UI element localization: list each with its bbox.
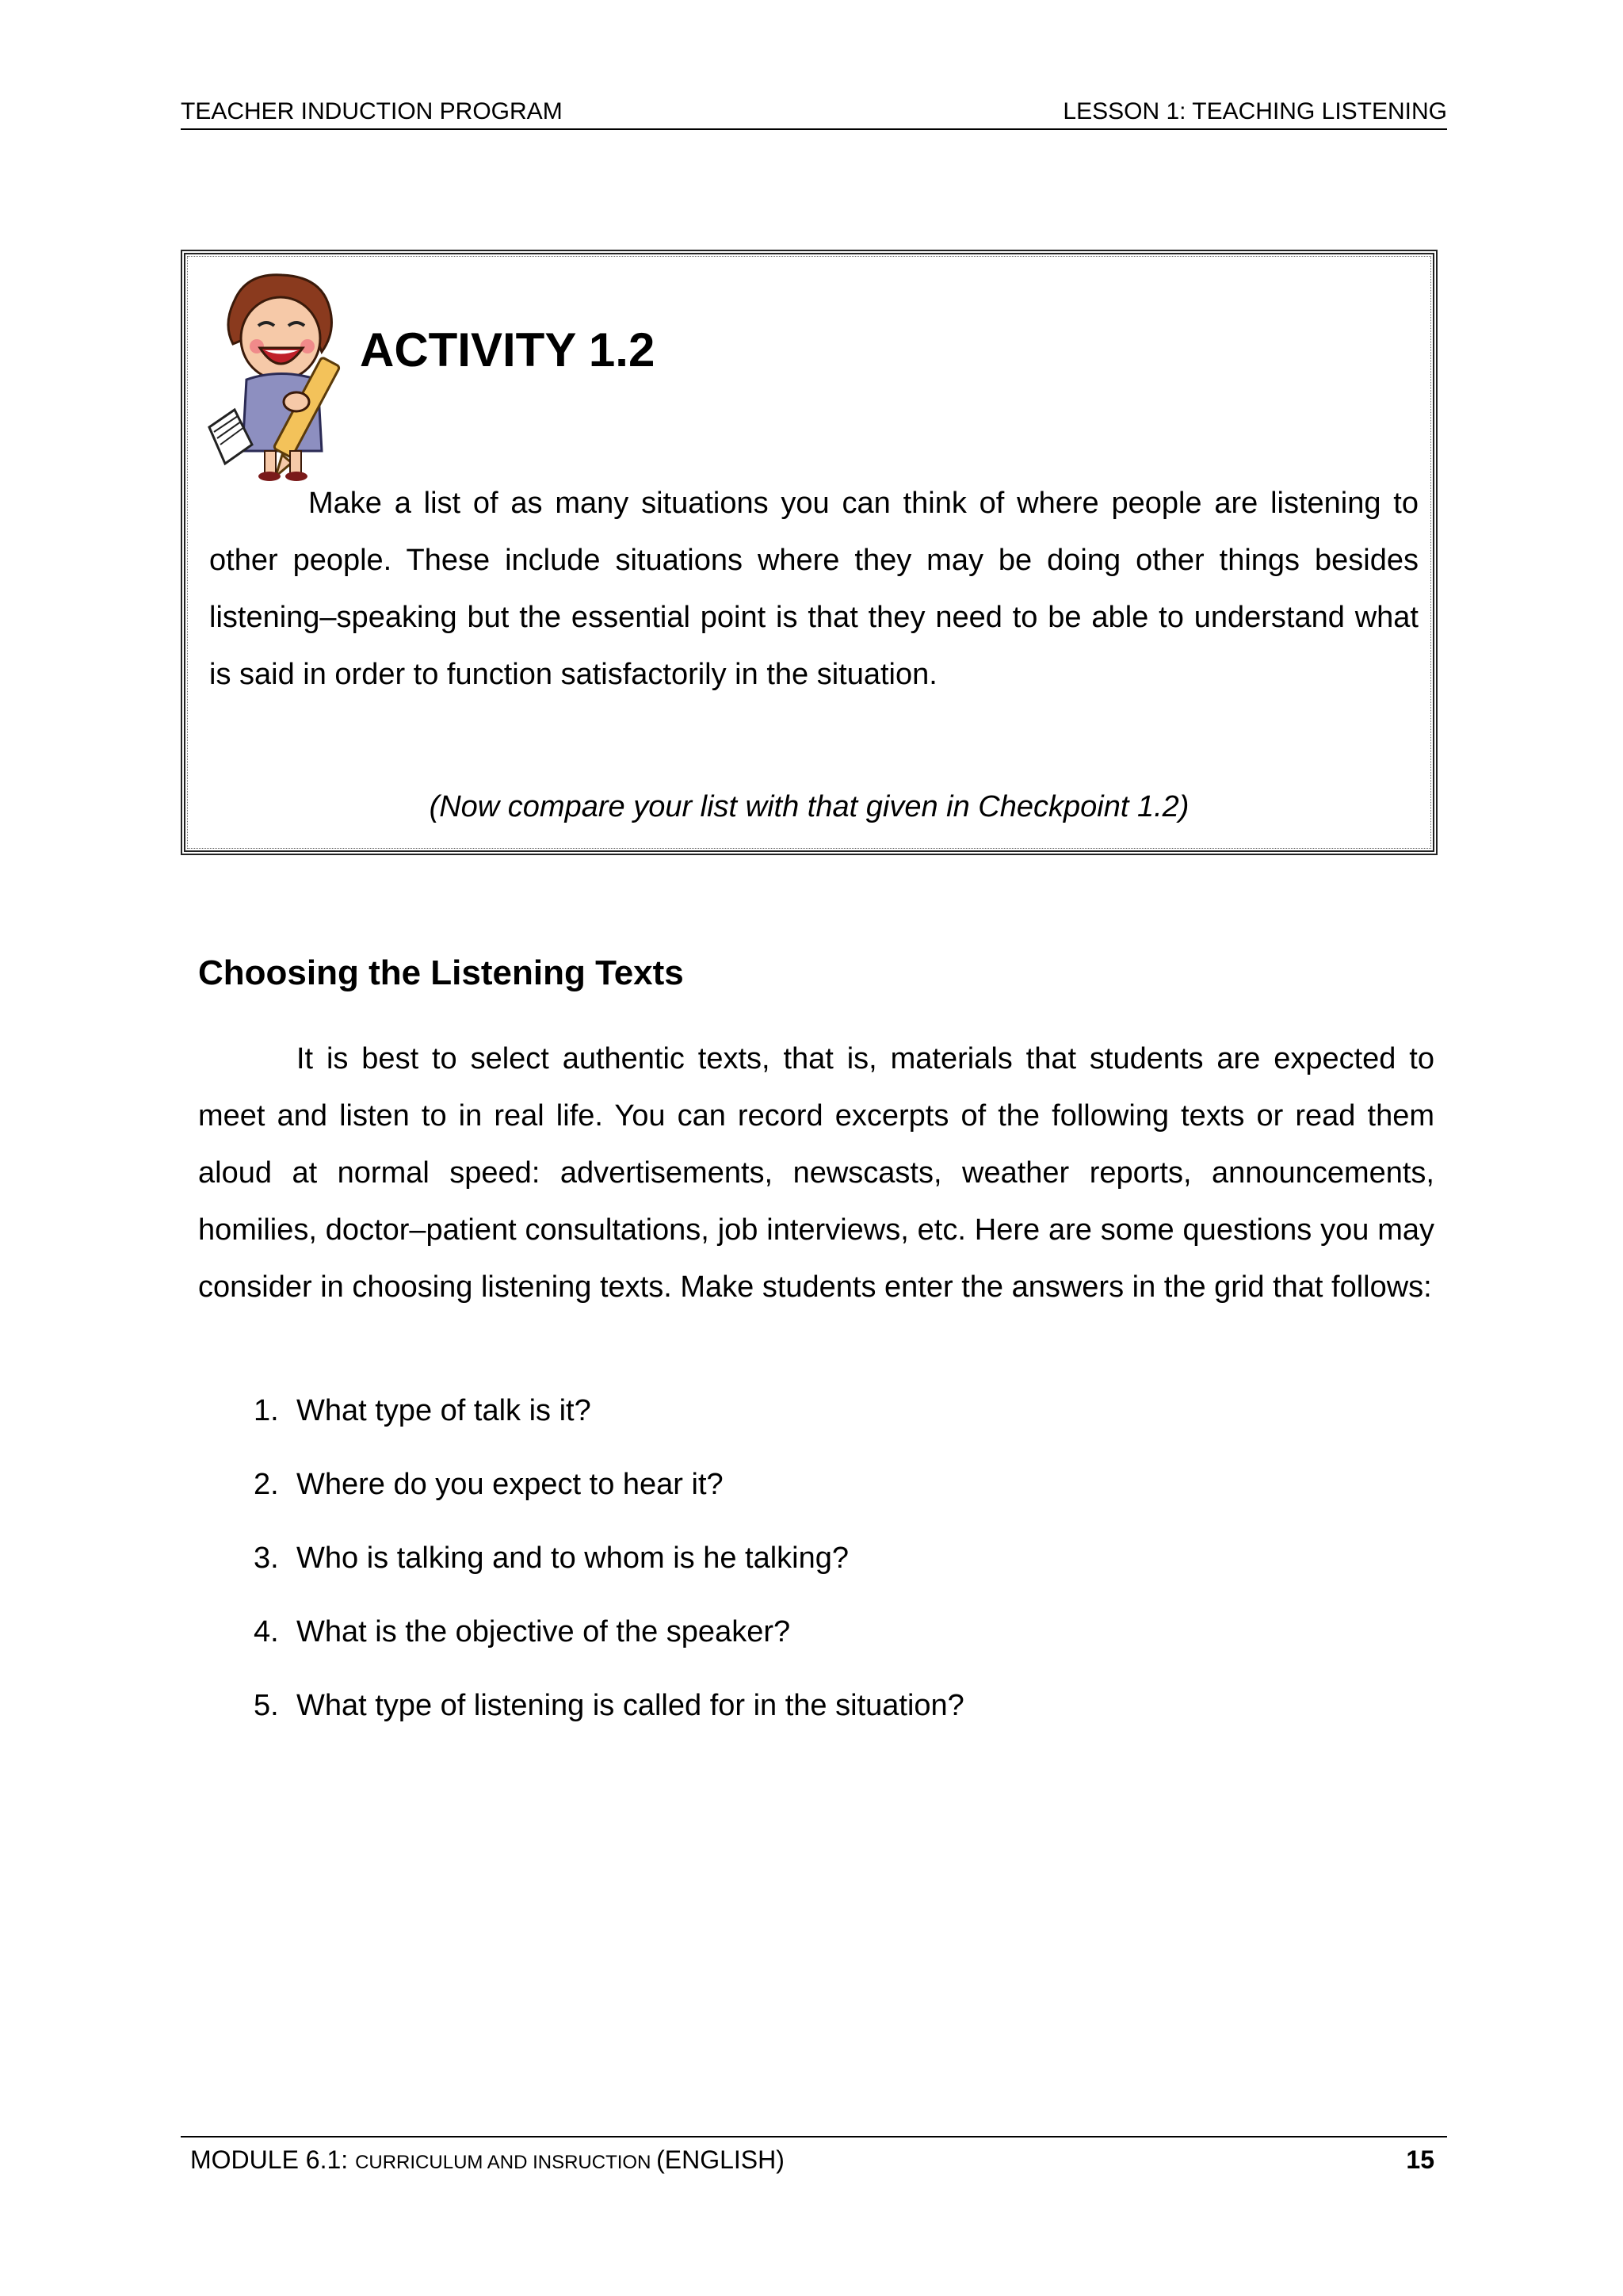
list-item-number: 3. bbox=[254, 1541, 279, 1575]
list-item-text: What is the objective of the speaker? bbox=[296, 1615, 791, 1648]
list-item-number: 1. bbox=[254, 1394, 279, 1427]
list-item bbox=[254, 1391, 1363, 1465]
page-number: 15 bbox=[1406, 2145, 1434, 2174]
page-header bbox=[181, 97, 1447, 130]
activity-instructions: Make a list of as many situations you can think of where people are listening to other people. These include situations where they may be doing other things besides listening–speaking but the essential point is that they need to be able to understand what is said in order to function satisfactorily in the situation. bbox=[209, 487, 1419, 691]
section-paragraph: It is best to select authentic texts, that is, materials that students are expected to meet and listen to in real life. You can record excerpts of the following texts or read them aloud at normal speed: advertisements, newscasts, weather reports, announcements, homilies, doctor–patient consultations, job interviews, etc. Here are some questions you may consider in choosing listening texts. Make students enter the answers in the grid that follows: bbox=[198, 1042, 1434, 1304]
activity-box bbox=[181, 250, 1438, 855]
list-item bbox=[254, 1686, 1363, 1759]
list-item-text: What type of talk is it? bbox=[296, 1394, 591, 1427]
teacher-mascot-icon bbox=[203, 269, 353, 483]
footer-module-subject: CURRICULUM AND INSRUCTION bbox=[355, 2152, 657, 2173]
list-item bbox=[254, 1538, 1363, 1612]
list-item-number: 2. bbox=[254, 1468, 279, 1501]
list-item-text: Who is talking and to whom is he talking? bbox=[296, 1541, 850, 1575]
list-item-text: What type of listening is called for in the situation? bbox=[296, 1689, 964, 1722]
header-lesson-title: LESSON 1: TEACHING LISTENING bbox=[1063, 98, 1447, 124]
header-program-title: TEACHER INDUCTION PROGRAM bbox=[181, 98, 563, 124]
footer-module-suffix: (ENGLISH) bbox=[656, 2145, 785, 2174]
activity-checkpoint-note: (Now compare your list with that given in Checkpoint 1.2) bbox=[429, 790, 1190, 823]
footer-module-prefix: MODULE 6.1: bbox=[190, 2145, 356, 2174]
list-item-number: 5. bbox=[254, 1689, 279, 1722]
question-list bbox=[254, 1391, 1363, 1759]
section-heading: Choosing the Listening Texts bbox=[198, 953, 684, 992]
footer-module-title bbox=[190, 2145, 785, 2175]
list-item bbox=[254, 1612, 1363, 1686]
list-item bbox=[254, 1465, 1363, 1538]
activity-title: ACTIVITY 1.2 bbox=[360, 323, 655, 376]
page-footer bbox=[181, 2136, 1447, 2177]
list-item-number: 4. bbox=[254, 1615, 279, 1648]
list-item-text: Where do you expect to hear it? bbox=[296, 1468, 724, 1501]
